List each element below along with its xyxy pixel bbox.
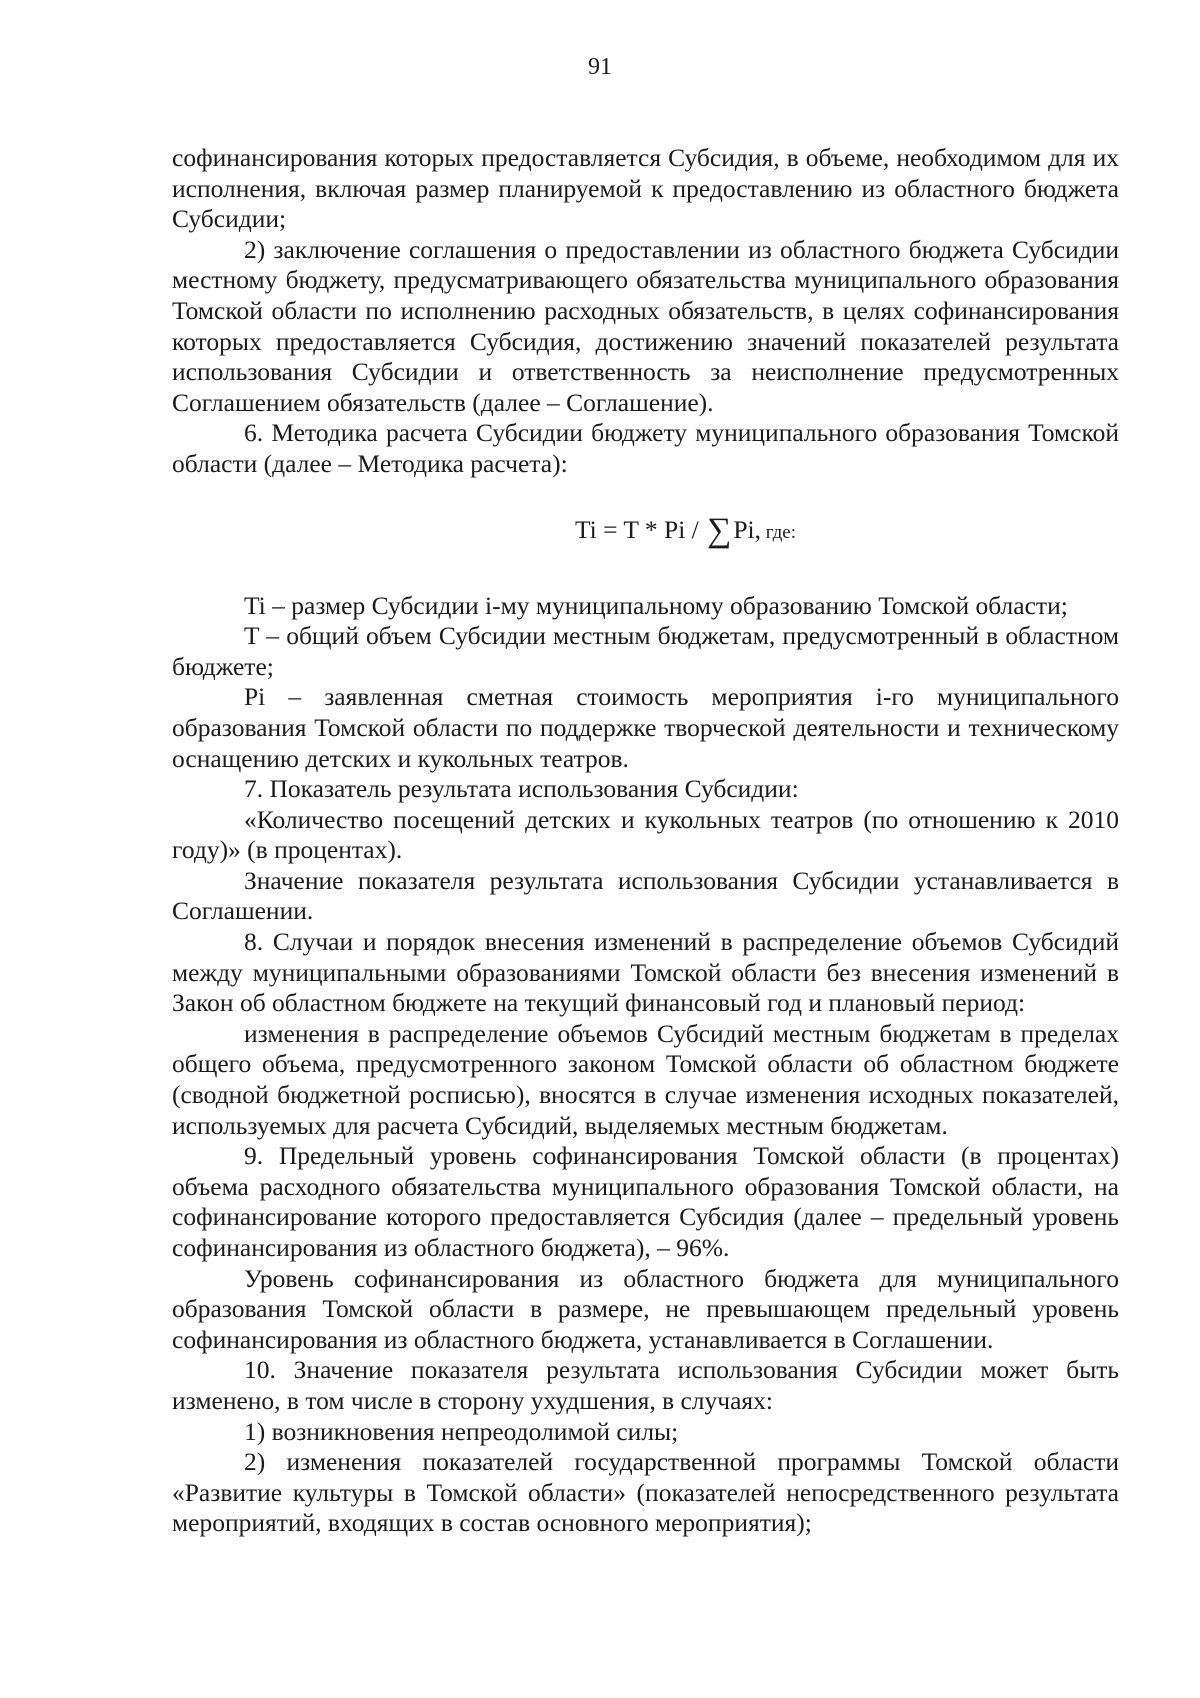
paragraph: Уровень софинансирования из областного бюджета для муниципального образования Томской области в размере, не превышающем предельный уровень софинансирования из областного бюджета, устанавливается в Соглашении. — [172, 1263, 1119, 1354]
paragraph: 1) возникновения непреодолимой силы; — [244, 1416, 679, 1446]
paragraph: 8. Случаи и порядок внесения изменений в распределение объемов Субсидий между муниципальными образованиями Томской области без внесения изменений в Закон об областном бюджете на текущий финансовый год и плановый период: — [172, 927, 1119, 1018]
paragraph: Ti – размер Субсидии i-му муниципальному образованию Томской области; — [244, 590, 1068, 620]
paragraph: 2) изменения показателей государственной программы Томской области «Развитие культуры в Томской области» (показателей непосредственного результата мероприятий, входящих в состав основного мероприятия); — [172, 1447, 1119, 1538]
paragraph: 7. Показатель результата использования Субсидии: — [244, 774, 799, 804]
formula-suffix: где: — [761, 521, 797, 543]
paragraph: изменения в распределение объемов Субсидий местным бюджетам в пределах общего объема, предусмотренного законом Томской области об областном бюджете (сводной бюджетной росписью), вносятся в случае изменения исходных показателей, используемых для расчета Субсидий, выделяемых местным бюджетам. — [172, 1018, 1119, 1140]
formula-left: Ti = T * Pi / — [574, 514, 699, 544]
summation-symbol: ∑ — [707, 511, 732, 549]
paragraph: 10. Значение показателя результата использования Субсидии может быть изменено, в том числе в сторону ухудшения, в случаях: — [172, 1355, 1119, 1415]
paragraph: софинансирования которых предоставляется Субсидия, в объеме, необходимом для их исполнения, включая размер планируемой к предоставлению из областного бюджета Субсидии; — [172, 143, 1119, 234]
paragraph: «Количество посещений детских и кукольных театров (по отношению к 2010 году)» (в процентах). — [172, 804, 1119, 865]
formula-right: Pi, — [733, 514, 762, 544]
paragraph: 9. Предельный уровень софинансирования Томской области (в процентах) объема расходного обязательства муниципального образования Томской области, на софинансирование которого предоставляется Субсидия (далее – предельный уровень софинансирования из областного бюджета), – 96%. — [172, 1141, 1119, 1262]
paragraph: T – общий объем Субсидии местным бюджетам, предусмотренный в областном бюджете; — [172, 621, 1119, 681]
formula — [172, 510, 1119, 553]
document-body — [172, 143, 1119, 1539]
paragraph: 2) заключение соглашения о предоставлении из областного бюджета Субсидии местному бюджету, предусматривающего обязательства муниципального образования Томской области по исполнению расходных обязательств, в целях софинансирования которых предоставляется Субсидия, достижению значений показателей результата использования Субсидии и ответственность за неисполнение предусмотренных Соглашением обязательств (далее – Соглашение). — [172, 234, 1119, 417]
paragraph: Pi – заявленная сметная стоимость мероприятия i-го муниципального образования Томской области по поддержке творческой деятельности и техническому оснащению детских и кукольных театров. — [172, 682, 1119, 773]
paragraph: 6. Методика расчета Субсидии бюджету муниципального образования Томской области (далее – Методика расчета): — [172, 418, 1119, 478]
page-number: 91 — [588, 54, 612, 80]
paragraph: Значение показателя результата использования Субсидии устанавливается в Соглашении. — [172, 865, 1119, 926]
